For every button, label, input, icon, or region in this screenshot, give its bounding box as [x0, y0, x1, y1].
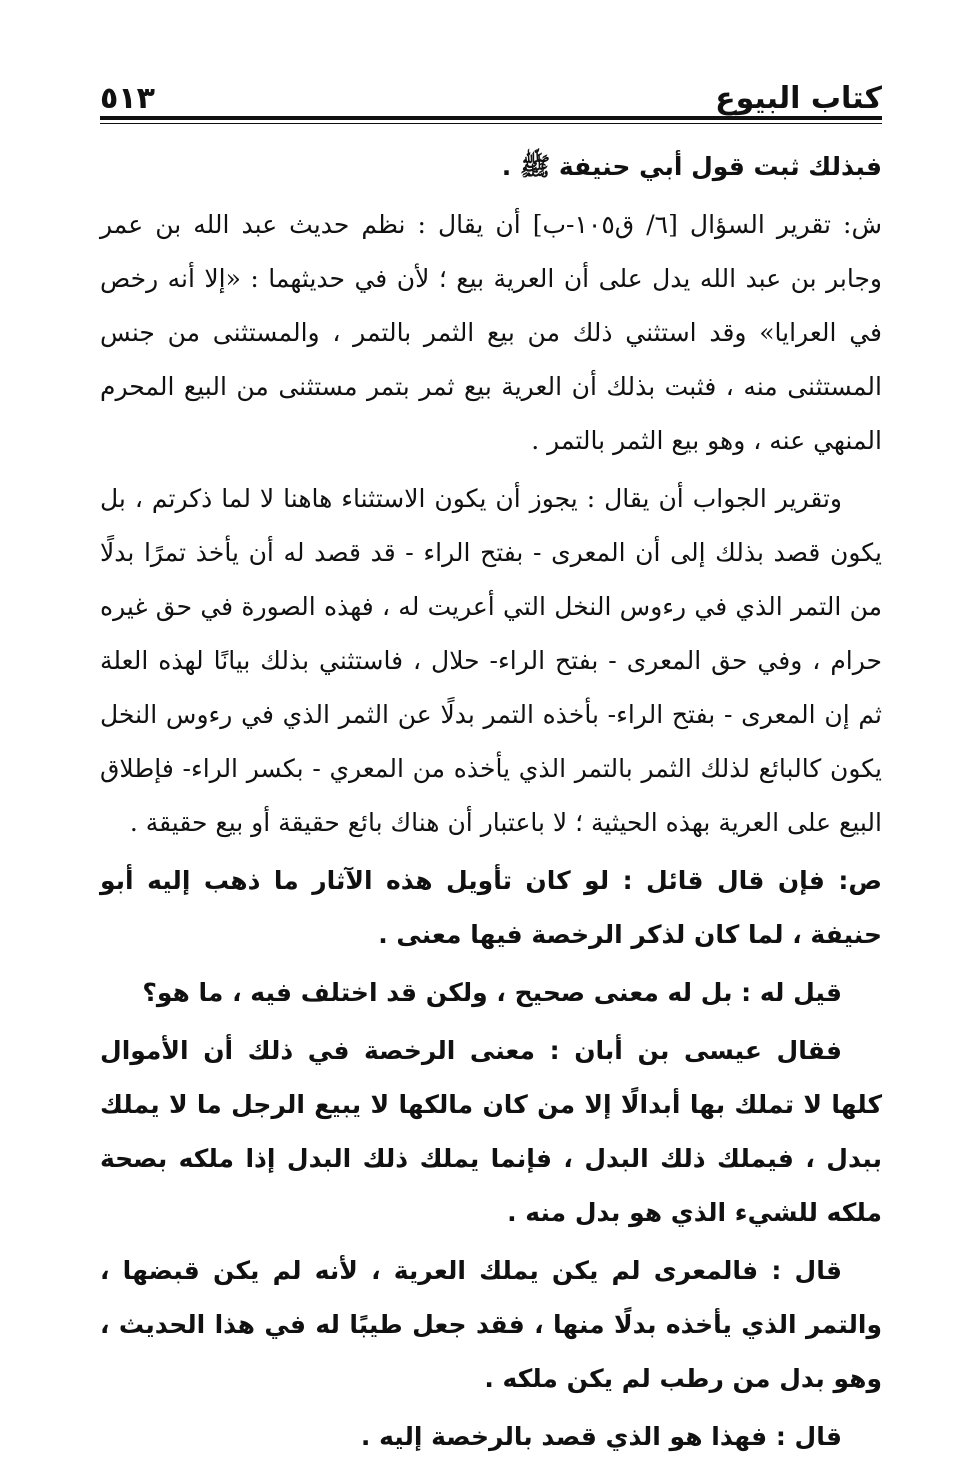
page-number: ٥١٣ [100, 81, 155, 116]
page-body [100, 140, 882, 1464]
paragraph-3: وتقرير الجواب أن يقال : يجوز أن يكون الاستثناء هاهنا لا لما ذكرتم ، بل يكون قصد بذلك إلى أن المعرى - بفتح الراء - قد قصد له أن يأخذ تمرًا بدلًا من التمر الذي في رءوس النخل التي أعريت له ، فهذه الصورة في حق غيره حرام ، وفي حق المعرى - بفتح الراء- حلال ، فاستثني بذلك بيانًا لهذه العلة ثم إن المعرى - بفتح الراء- بأخذه التمر بدلًا عن الثمر الذي في رءوس النخل يكون كالبائع لذلك الثمر بالتمر الذي يأخذه من المعري - بكسر الراء- فإطلاق البيع على العرية بهذه الحيثية ؛ لا باعتبار أن هناك بائع حقيقة أو بيع حقيقة . [100, 484, 882, 837]
paragraph-8: قال : فهذا هو الذي قصد بالرخصة إليه . [360, 1422, 842, 1451]
paragraph-6: فقال عيسى بن أبان : معنى الرخصة في ذلك أن الأموال كلها لا تملك بها أبدالًا إلا من كان مالكها لا يبيع الرجل ما لا يملك ببدل ، فيملك ذلك البدل ، فإنما يملك ذلك البدل إذا ملكه بصحة ملكه للشيء الذي هو بدل منه . [100, 1036, 882, 1227]
header-rule-thick [100, 116, 882, 120]
page-header [100, 68, 882, 118]
chapter-title: كتاب البيوع [715, 81, 882, 116]
paragraph-4: ص: فإن قال قائل : لو كان تأويل هذه الآثار ما ذهب إليه أبو حنيفة ، لما كان لذكر الرخصة فيها معنى . [100, 866, 882, 949]
paragraph-1: فبذلك ثبت قول أبي حنيفة ﷺ . [501, 152, 882, 181]
paragraph-7: قال : فالمعرى لم يكن يملك العرية ، لأنه لم يكن قبضها ، والتمر الذي يأخذه بدلًا منها ، فقد جعل طيبًا له في هذا الحديث ، وهو بدل من رطب لم يكن ملكه . [100, 1256, 882, 1393]
paragraph-5: قيل له : بل له معنى صحيح ، ولكن قد اختلف فيه ، ما هو؟ [142, 978, 842, 1007]
header-rule-thin [100, 123, 882, 124]
paragraph-2: ش: تقرير السؤال [٦/ ق١٠٥-ب] أن يقال : نظم حديث عبد الله بن عمر وجابر بن عبد الله يدل على أن العرية بيع ؛ لأن في حديثهما : «إلا أنه رخص في العرايا» وقد استثني ذلك من بيع الثمر بالتمر ، والمستثنى من جنس المستثنى منه ، فثبت بذلك أن العرية بيع ثمر بتمر مستثنى من البيع المحرم المنهي عنه ، وهو بيع الثمر بالتمر . [100, 210, 882, 455]
